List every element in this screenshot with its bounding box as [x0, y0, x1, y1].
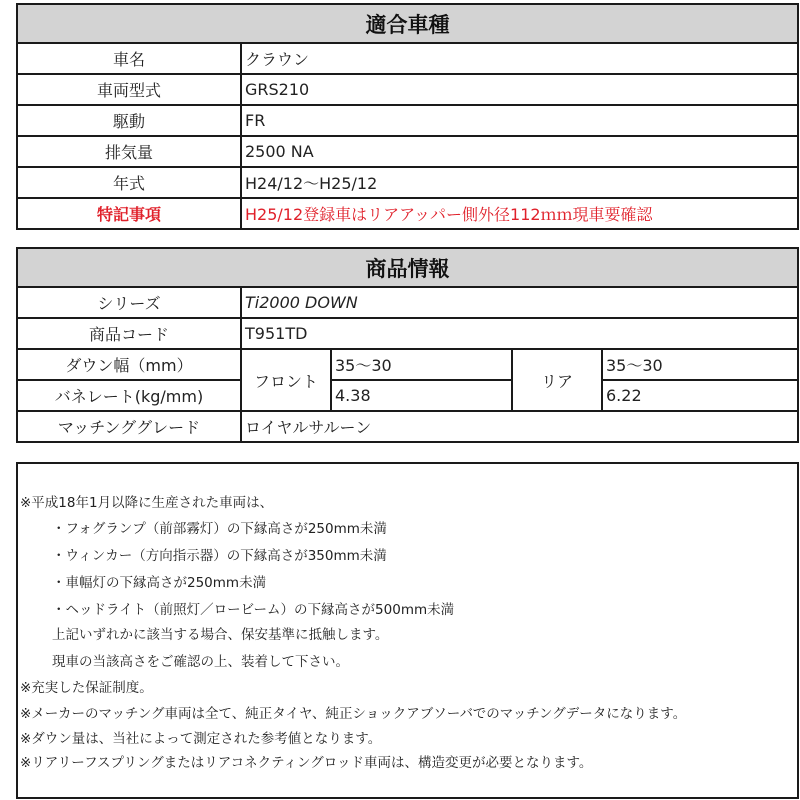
table-row [17, 287, 798, 318]
rear-label: リア [512, 349, 602, 411]
row-label-model-code: 車両型式 [17, 74, 241, 105]
note-line: 現車の当該高さをご確認の上、装着して下さい。 [52, 654, 349, 670]
row-value-year: H24/12～H25/12 [241, 167, 798, 198]
table-row [17, 43, 798, 74]
note-line: ・ウィンカー（方向指示器）の下縁高さが350mm未満 [52, 548, 387, 564]
row-value-drive: FR [241, 105, 798, 136]
note-line: ※充実した保証制度。 [20, 680, 153, 696]
table-row [17, 136, 798, 167]
vehicle-table-title: 適合車種 [17, 4, 798, 43]
row-label-car-name: 車名 [17, 43, 241, 74]
row-value-series: Ti2000 DOWN [241, 287, 798, 318]
row-label-spring-rate: バネレート(kg/mm) [17, 380, 241, 411]
note-line: ※ダウン量は、当社によって測定された参考値となります。 [20, 731, 382, 747]
note-line: ※平成18年1月以降に生産された車両は、 [20, 495, 274, 511]
front-label: フロント [241, 349, 331, 411]
row-label-series: シリーズ [17, 287, 241, 318]
front-down-value: 35～30 [331, 349, 512, 380]
row-label-special-notes: 特記事項 [17, 198, 241, 229]
product-info-table [16, 247, 799, 443]
note-line: ※リアリーフスプリングまたはリアコネクティングロッド車両は、構造変更が必要となります。 [20, 755, 593, 771]
row-value-model-code: GRS210 [241, 74, 798, 105]
front-rate-value: 4.38 [331, 380, 512, 411]
table-row [17, 411, 798, 442]
row-value-displacement: 2500 NA [241, 136, 798, 167]
notes-box [16, 462, 799, 799]
note-line: ・ヘッドライト（前照灯／ロービーム）の下縁高さが500mm未満 [52, 602, 455, 618]
row-value-product-code: T951TD [241, 318, 798, 349]
table-row [17, 318, 798, 349]
table-row [17, 349, 798, 380]
vehicle-fitment-table [16, 3, 799, 230]
row-value-special-notes: H25/12登録車はリアアッパー側外径112ｍｍ現車要確認 [241, 198, 798, 229]
note-line: ・車幅灯の下縁高さが250mm未満 [52, 575, 267, 591]
table-row [17, 380, 798, 411]
product-table-title: 商品情報 [17, 248, 798, 287]
row-label-drive: 駆動 [17, 105, 241, 136]
table-row [17, 74, 798, 105]
table-row [17, 105, 798, 136]
note-line: ・フォグランプ（前部霧灯）の下縁高さが250mm未満 [52, 521, 387, 537]
note-line: ※メーカーのマッチング車両は全て、純正タイヤ、純正ショックアブソーバでのマッチングデータになります。 [20, 706, 687, 722]
row-label-down-width: ダウン幅（mm） [17, 349, 241, 380]
table-row [17, 167, 798, 198]
row-value-car-name: クラウン [241, 43, 798, 74]
note-line: 上記いずれかに該当する場合、保安基準に抵触します。 [52, 627, 389, 643]
row-label-matching-grade: マッチンググレード [17, 411, 241, 442]
rear-rate-value: 6.22 [602, 380, 798, 411]
table-row [17, 198, 798, 229]
row-label-displacement: 排気量 [17, 136, 241, 167]
row-label-year: 年式 [17, 167, 241, 198]
rear-down-value: 35～30 [602, 349, 798, 380]
row-label-product-code: 商品コード [17, 318, 241, 349]
row-value-matching-grade: ロイヤルサルーン [241, 411, 798, 442]
